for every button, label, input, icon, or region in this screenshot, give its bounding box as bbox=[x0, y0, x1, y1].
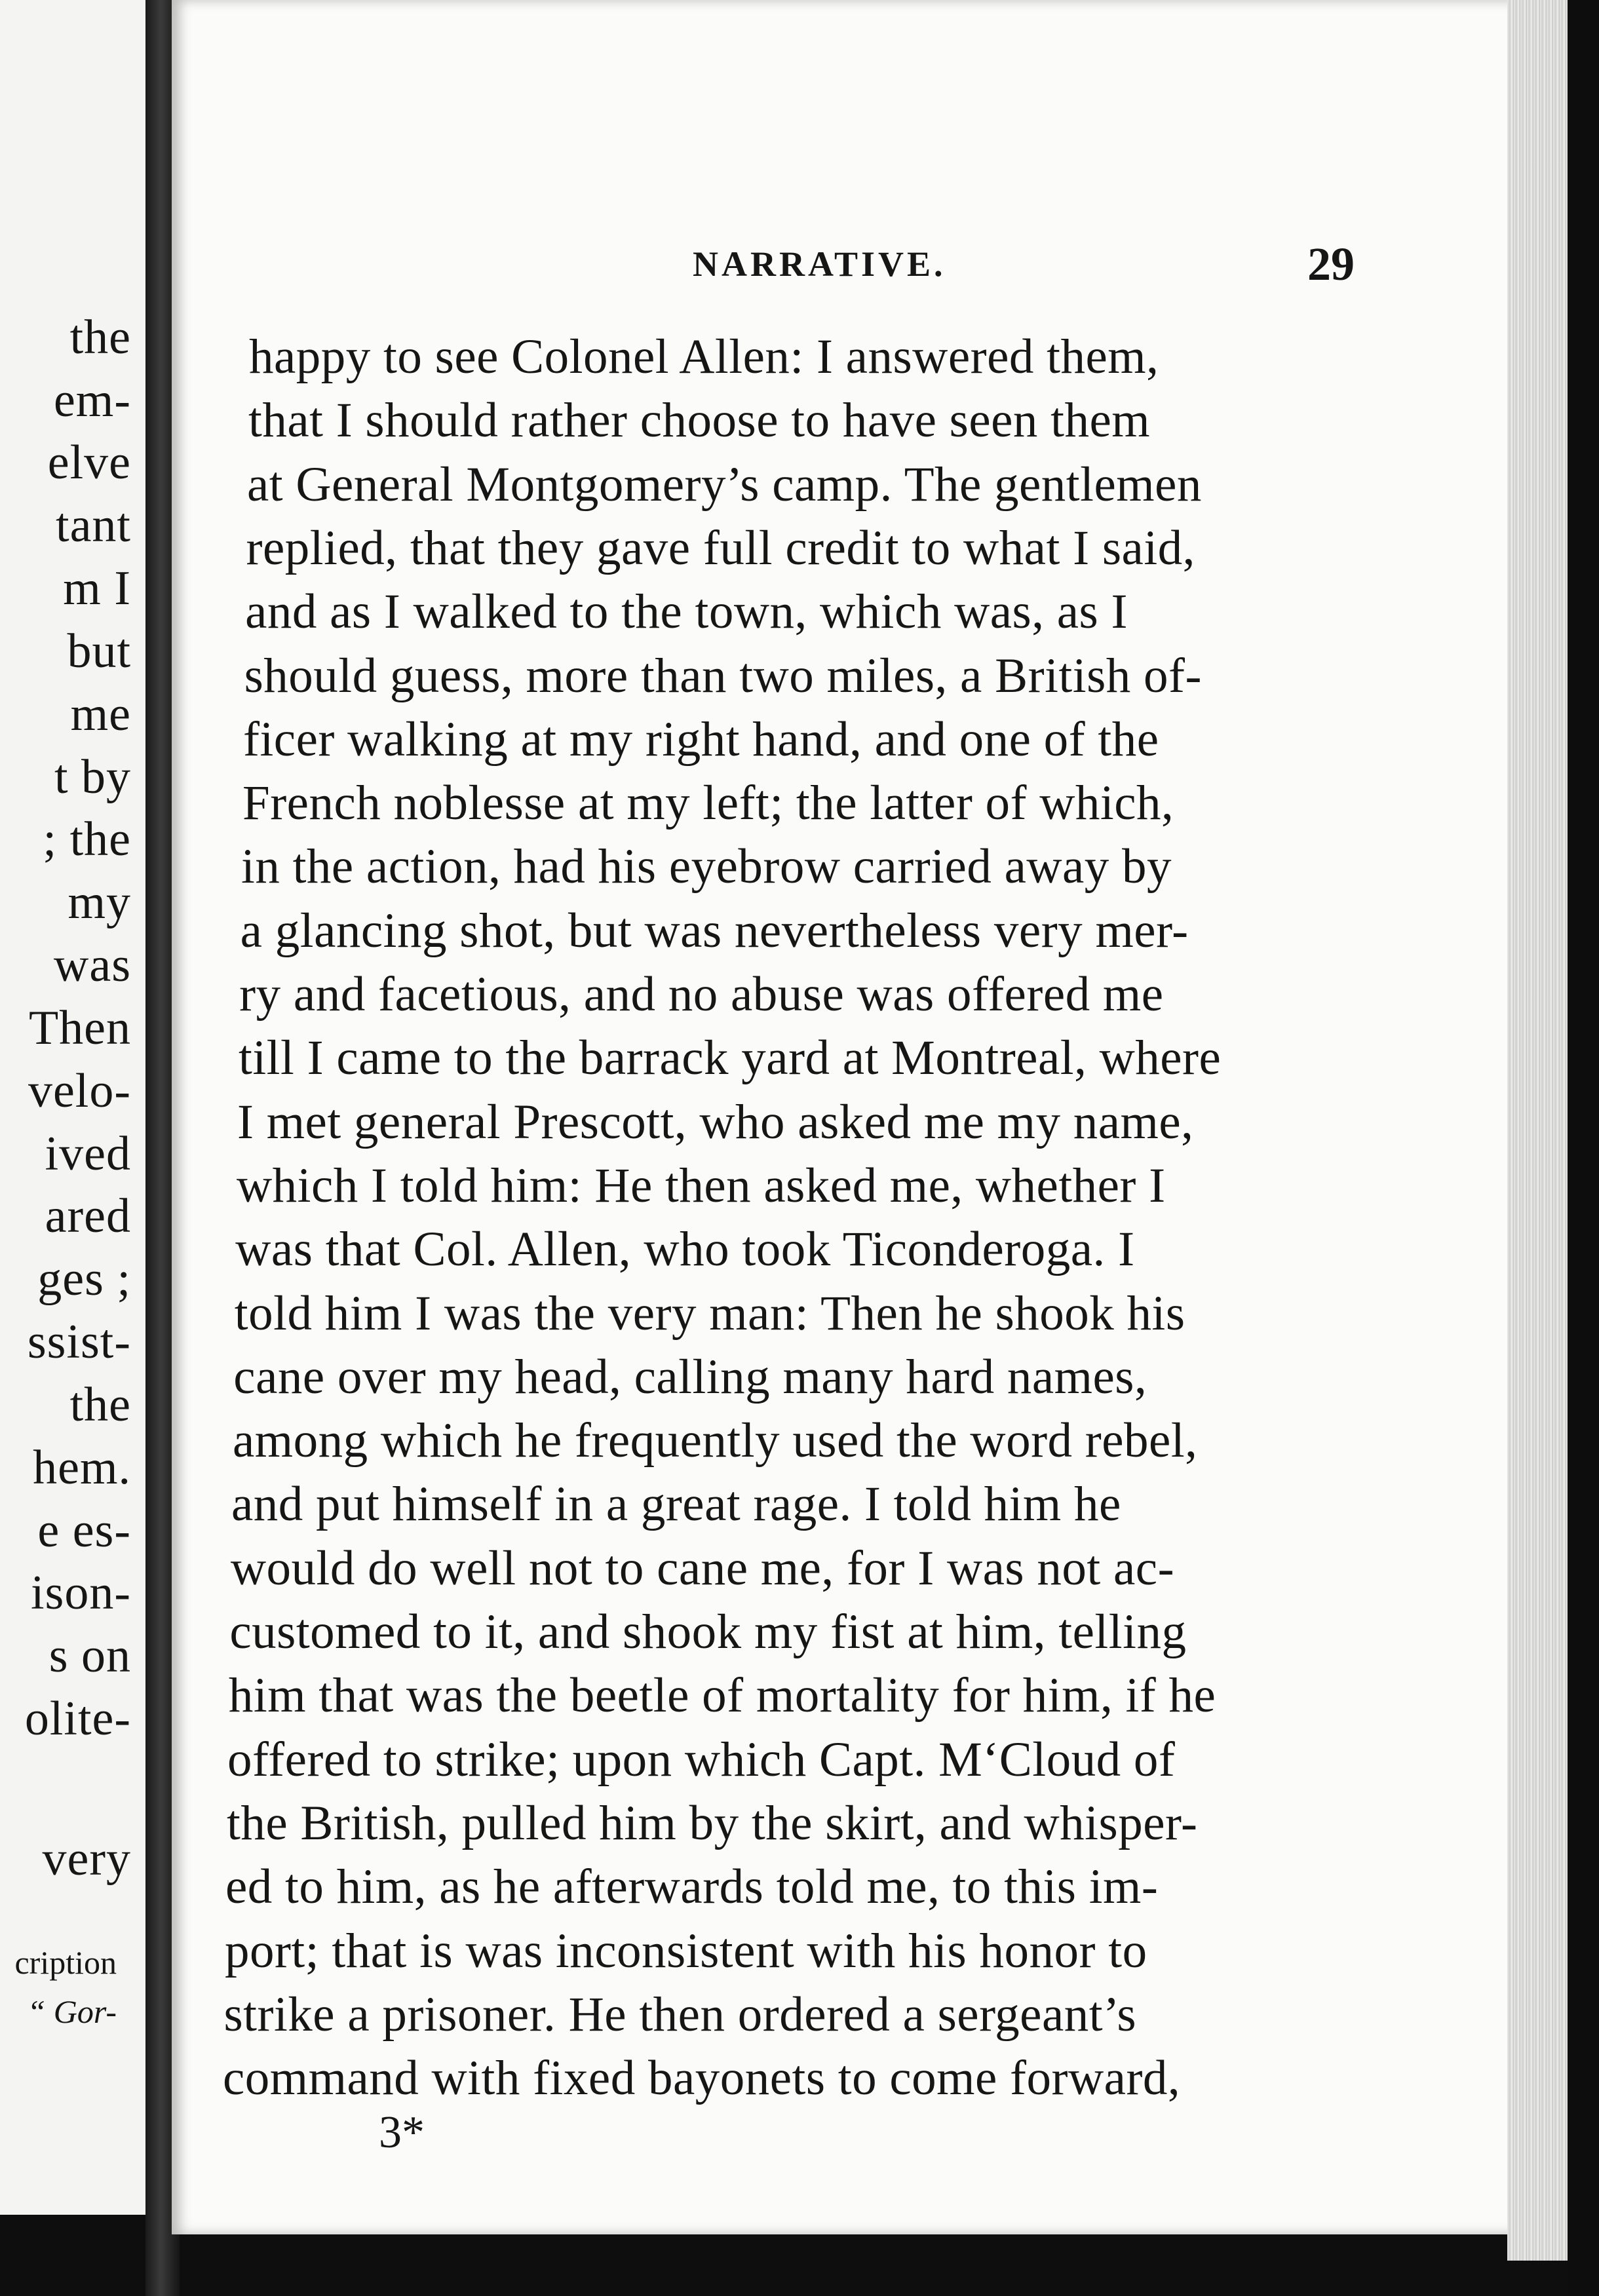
text-line: among which he frequently used the word rebel, bbox=[232, 1413, 1198, 1468]
facing-line: ; the bbox=[43, 813, 131, 866]
facing-line: ared bbox=[45, 1189, 131, 1243]
text-line: that I should rather choose to have seen them bbox=[248, 393, 1150, 448]
text-line: command with fixed bayonets to come forward, bbox=[223, 2051, 1181, 2106]
text-line: a glancing shot, but was nevertheless very mer- bbox=[240, 903, 1189, 958]
facing-line: em- bbox=[53, 373, 131, 427]
text-line: told him I was the very man: Then he shook his bbox=[234, 1286, 1185, 1341]
text-line: port; that is was inconsistent with his honor to bbox=[224, 1923, 1147, 1978]
facing-line: ssist- bbox=[27, 1315, 131, 1369]
page-number: 29 bbox=[1307, 238, 1355, 290]
facing-footnote-line: cription bbox=[14, 1944, 117, 1981]
facing-line: but bbox=[67, 624, 131, 678]
text-line: him that was the beetle of mortality for him, if he bbox=[228, 1668, 1216, 1723]
text-line: ry and facetious, and no abuse was offered me bbox=[239, 967, 1164, 1022]
text-line: cane over my head, calling many hard names, bbox=[233, 1349, 1147, 1404]
text-line: and as I walked to the town, which was, as I bbox=[245, 584, 1128, 640]
facing-line: my bbox=[67, 875, 131, 929]
facing-line: tant bbox=[56, 499, 131, 552]
facing-line: ived bbox=[45, 1127, 131, 1181]
text-line: at General Montgomery’s camp. The gentlemen bbox=[247, 457, 1202, 512]
text-line: replied, that they gave full credit to what I said, bbox=[246, 520, 1195, 575]
text-line: customed to it, and shook my fist at him, telling bbox=[229, 1605, 1187, 1659]
text-line: strike a prisoner. He then ordered a sergeant’s bbox=[223, 1987, 1137, 2042]
text-line: till I came to the barrack yard at Montreal, where bbox=[238, 1031, 1222, 1086]
facing-line: Then bbox=[28, 1001, 131, 1055]
text-line: I met general Prescott, who asked me my name, bbox=[237, 1094, 1194, 1149]
text-line: ficer walking at my right hand, and one of the bbox=[243, 712, 1159, 767]
facing-line: me bbox=[70, 687, 131, 741]
text-line: happy to see Colonel Allen: I answered them, bbox=[249, 330, 1159, 384]
text-line: would do well not to cane me, for I was not ac- bbox=[230, 1540, 1175, 1596]
text-line: French noblesse at my left; the latter of which, bbox=[242, 776, 1174, 831]
text-line: was that Col. Allen, who took Ticonderoga. I bbox=[235, 1222, 1135, 1277]
facing-line: m I bbox=[63, 562, 131, 615]
facing-line: olite- bbox=[24, 1692, 131, 1746]
signature-mark: 3* bbox=[379, 2107, 425, 2158]
facing-line: was bbox=[53, 938, 131, 992]
text-line: which I told him: He then asked me, whether I bbox=[236, 1158, 1166, 1213]
facing-line: t by bbox=[54, 750, 131, 804]
facing-line: hem. bbox=[33, 1441, 131, 1495]
facing-line: the bbox=[69, 311, 131, 364]
text-line: offered to strike; upon which Capt. M‘Cloud of bbox=[227, 1732, 1176, 1787]
facing-line: velo- bbox=[28, 1064, 131, 1118]
facing-line: elve bbox=[47, 436, 131, 489]
text-line: ed to him, as he afterwards told me, to this im- bbox=[225, 1860, 1159, 1915]
scan-border bbox=[1568, 0, 1599, 2296]
facing-line: ison- bbox=[31, 1566, 131, 1620]
facing-line: very bbox=[42, 1832, 131, 1886]
text-line: the British, pulled him by the skirt, and whisper- bbox=[226, 1795, 1198, 1850]
facing-page-fragment bbox=[0, 0, 145, 2215]
facing-line: e es- bbox=[37, 1504, 131, 1558]
facing-line: the bbox=[69, 1378, 131, 1432]
text-line: should guess, more than two miles, a British of- bbox=[244, 648, 1202, 703]
facing-line: s on bbox=[48, 1629, 131, 1683]
text-line: in the action, had his eyebrow carried away by bbox=[241, 839, 1172, 894]
running-head: NARRATIVE. bbox=[693, 244, 946, 284]
facing-line: ges ; bbox=[37, 1252, 131, 1306]
text-line: and put himself in a great rage. I told him he bbox=[231, 1477, 1122, 1532]
facing-footnote-line: “ Gor- bbox=[27, 1993, 117, 2030]
